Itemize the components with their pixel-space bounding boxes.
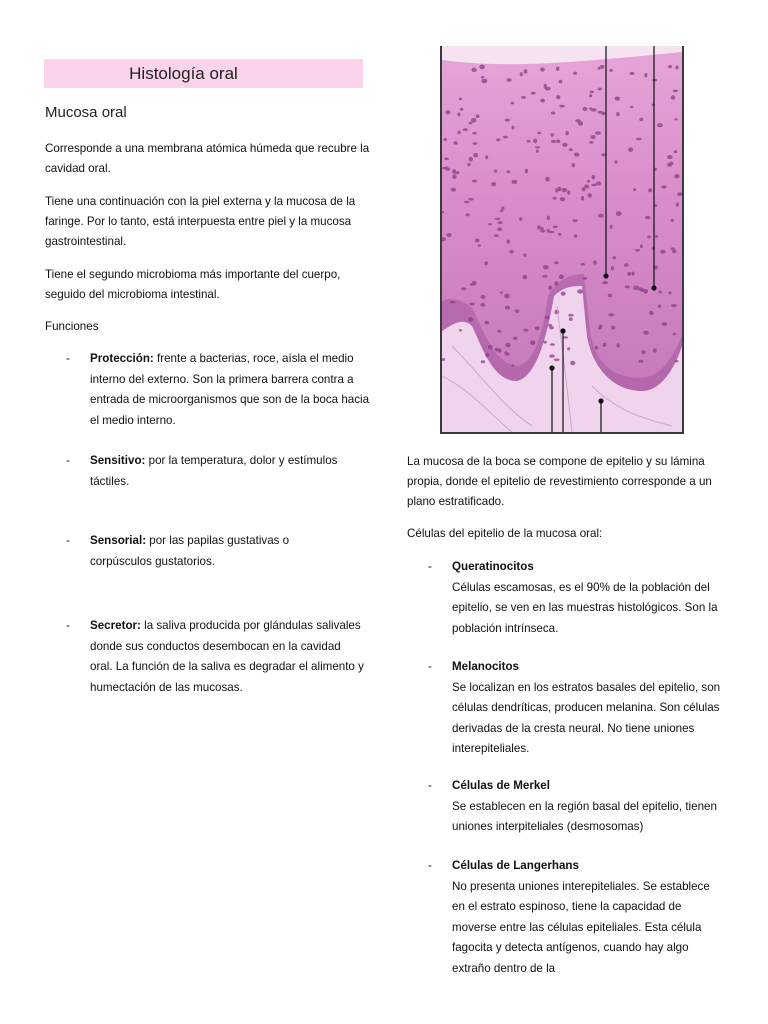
cell-nucleus — [550, 133, 554, 136]
cell-nucleus — [671, 95, 675, 100]
cell-nucleus — [459, 98, 463, 101]
cell-nucleus — [472, 281, 477, 286]
cell-nucleus — [500, 210, 503, 213]
cell-nucleus — [609, 69, 612, 72]
cell-nucleus — [569, 317, 573, 321]
cell-nucleus — [447, 233, 452, 237]
cell-nucleus — [505, 353, 509, 356]
cell-nucleus — [565, 131, 568, 135]
cell-nucleus — [574, 234, 577, 237]
cell-nucleus — [611, 326, 615, 330]
cell-nucleus — [494, 234, 499, 237]
cell-nucleus — [581, 196, 584, 201]
function-term: Protección: — [90, 352, 154, 365]
cell-nucleus — [478, 244, 481, 247]
cell-nucleus — [535, 326, 540, 330]
cell-nucleus — [473, 142, 478, 145]
cell-nucleus — [505, 306, 510, 310]
cell-nucleus — [630, 106, 633, 108]
cell-nucleus — [457, 131, 460, 135]
cell-nucleus — [640, 288, 645, 292]
cell-nucleus — [488, 345, 493, 349]
cell-nucleus — [527, 140, 531, 143]
function-term: Secretor: — [90, 619, 141, 632]
cell-nucleus — [476, 114, 480, 118]
cell-nucleus — [642, 350, 646, 354]
cell-nucleus — [496, 138, 500, 141]
function-desc: la saliva producida por glándulas salivales donde sus conductos desembocan en la cavidad oral. La función de la saliva es degradar el alimento y humectación de las mucosas. — [90, 619, 364, 694]
cell-nucleus — [480, 295, 485, 299]
cell-nucleus — [598, 214, 604, 218]
cell-nucleus — [558, 233, 561, 236]
cell-nucleus — [506, 343, 511, 348]
cell-nucleus — [673, 90, 678, 93]
cell-nucleus — [545, 316, 549, 319]
cell-nucleus — [519, 217, 522, 221]
cell-nucleus — [473, 153, 478, 157]
cell-nucleus — [498, 221, 503, 224]
cell-nucleus — [511, 102, 514, 105]
cell-nucleus — [636, 138, 642, 141]
cell-nucleus — [540, 230, 545, 233]
cell-nucleus — [452, 169, 456, 174]
cell-nucleus — [603, 343, 607, 347]
cell-nucleus — [475, 239, 480, 243]
cell-nucleus — [469, 122, 473, 125]
cell-nucleus — [589, 107, 592, 110]
cell-nucleus — [598, 327, 602, 330]
cell-nucleus — [457, 113, 460, 117]
cell-nucleus — [625, 286, 630, 289]
cell-nucleus — [648, 188, 652, 192]
cell-nucleus — [524, 69, 528, 73]
cell-nucleus — [557, 187, 561, 192]
cell-nucleus — [574, 153, 579, 157]
cell-term: Células de Langerhans — [452, 859, 579, 872]
function-text — [90, 531, 320, 572]
cell-nucleus — [572, 219, 577, 222]
cell-nucleus — [668, 291, 671, 294]
cell-nucleus — [451, 188, 456, 192]
cell-nucleus — [515, 309, 519, 313]
cell-nucleus — [644, 73, 647, 78]
cell-nucleus — [556, 139, 560, 143]
cell-nucleus — [562, 188, 567, 192]
cell-nucleus — [615, 97, 620, 101]
cell-nucleus — [449, 301, 455, 304]
cell-nucleus — [638, 360, 643, 363]
function-text — [90, 349, 370, 431]
cell-nucleus — [562, 143, 568, 147]
bullet-dash: - — [428, 859, 432, 872]
cell-nucleus — [589, 141, 593, 144]
title-banner — [44, 59, 363, 88]
paragraph-mucosa: La mucosa de la boca se compone de epitelio y su lámina propia, donde el epitelio de revestimiento corresponde a un plano estratificado. — [407, 455, 712, 508]
cell-nucleus — [616, 112, 619, 116]
cell-nucleus — [554, 359, 560, 362]
cell-nucleus — [569, 148, 573, 151]
cell-text — [452, 657, 734, 760]
cell-nucleus — [488, 223, 492, 225]
cell-nucleus — [561, 292, 566, 296]
cell-nucleus — [533, 139, 537, 144]
cell-nucleus — [481, 360, 485, 363]
cell-nucleus — [556, 67, 560, 71]
cell-nucleus — [444, 138, 447, 141]
cell-nucleus — [511, 364, 514, 366]
cell-nucleus — [480, 303, 485, 307]
cell-nucleus — [624, 263, 628, 267]
cell-nucleus — [544, 84, 547, 89]
cell-nucleus — [491, 182, 496, 186]
cell-nucleus — [602, 281, 608, 284]
cell-nucleus — [471, 118, 476, 123]
cell-nucleus — [595, 346, 598, 350]
cell-nucleus — [509, 250, 514, 254]
cell-nucleus — [590, 135, 595, 139]
cell-nucleus — [616, 211, 622, 216]
cell-nucleus — [545, 177, 550, 182]
cell-nucleus — [548, 285, 552, 290]
bullet-dash: - — [66, 534, 70, 547]
cell-nucleus — [445, 110, 450, 114]
cell-nucleus — [530, 340, 535, 345]
functions-heading: Funciones — [45, 320, 99, 333]
cell-nucleus — [647, 236, 651, 239]
cell-term: Melanocitos — [452, 660, 519, 673]
cell-nucleus — [573, 72, 577, 75]
cell-nucleus — [588, 193, 592, 197]
cell-nucleus — [611, 266, 614, 271]
bullet-dash: - — [428, 560, 432, 573]
cell-nucleus — [649, 311, 653, 315]
cell-nucleus — [673, 333, 677, 336]
cell-nucleus — [639, 118, 643, 121]
cell-nucleus — [584, 185, 589, 189]
cell-nucleus — [468, 198, 474, 201]
cell-nucleus — [472, 180, 477, 183]
cell-nucleus — [481, 76, 484, 78]
cell-nucleus — [468, 317, 473, 321]
cell-nucleus — [652, 79, 657, 82]
cell-nucleus — [572, 163, 575, 167]
function-text — [90, 616, 365, 698]
cell-nucleus — [554, 281, 558, 286]
cell-nucleus — [500, 291, 503, 293]
cell-term: Células de Merkel — [452, 779, 550, 792]
cell-nucleus — [504, 294, 510, 299]
cell-nucleus — [671, 304, 677, 307]
cell-nucleus — [667, 155, 673, 159]
cell-nucleus — [547, 229, 550, 233]
cell-nucleus — [485, 353, 489, 358]
cell-nucleus — [593, 260, 597, 264]
cell-nucleus — [444, 158, 449, 161]
cell-nucleus — [653, 348, 657, 353]
cell-nucleus — [674, 118, 677, 120]
bullet-dash: - — [428, 660, 432, 673]
cells-heading: Células del epitelio de la mucosa oral: — [407, 527, 603, 540]
cell-nucleus — [511, 126, 514, 130]
cell-nucleus — [577, 289, 583, 293]
cell-nucleus — [640, 244, 643, 248]
cell-nucleus — [464, 201, 469, 204]
cell-nucleus — [628, 147, 633, 152]
cell-nucleus — [675, 360, 679, 363]
cell-nucleus — [497, 227, 502, 231]
cell-nucleus — [590, 91, 594, 94]
cell-nucleus — [556, 95, 560, 99]
cell-nucleus — [643, 331, 648, 335]
function-term: Sensorial: — [90, 534, 147, 547]
cell-nucleus — [542, 275, 547, 278]
cell-nucleus — [472, 68, 477, 72]
cell-nucleus — [598, 88, 602, 91]
cell-term: Queratinocitos — [452, 560, 534, 573]
bullet-dash: - — [66, 454, 70, 467]
cell-desc: Células escamosas, es el 90% de la población del epitelio, se ven en las muestras histológicos. Son la población intrínseca. — [452, 580, 718, 635]
cell-nucleus — [513, 337, 518, 340]
cell-nucleus — [559, 275, 564, 280]
cell-nucleus — [655, 235, 658, 238]
cell-nucleus — [537, 225, 541, 229]
cell-nucleus — [553, 225, 558, 228]
cell-text — [452, 856, 724, 979]
cell-nucleus — [469, 303, 475, 306]
cell-nucleus — [536, 149, 539, 152]
cell-nucleus — [523, 253, 526, 256]
cell-nucleus — [660, 250, 665, 254]
cell-nucleus — [523, 275, 528, 279]
cell-nucleus — [559, 80, 563, 84]
cell-nucleus — [591, 184, 597, 187]
cell-nucleus — [630, 72, 634, 75]
cell-nucleus — [479, 65, 485, 70]
cell-nucleus — [531, 92, 536, 95]
cell-nucleus — [661, 185, 666, 188]
paragraph-intro: Corresponde a una membrana atómica húmeda que recubre la cavidad oral. — [45, 142, 370, 175]
cell-nucleus — [671, 219, 674, 222]
cell-nucleus — [598, 111, 603, 114]
function-text — [90, 451, 375, 492]
cell-nucleus — [667, 163, 672, 167]
cell-nucleus — [485, 155, 488, 159]
cell-nucleus — [554, 261, 559, 264]
cell-nucleus — [615, 160, 618, 164]
cell-nucleus — [633, 188, 636, 191]
cell-nucleus — [631, 272, 634, 276]
cell-nucleus — [675, 66, 678, 70]
function-term: Sensitivo: — [90, 454, 146, 467]
cell-nucleus — [460, 108, 463, 111]
cell-nucleus — [551, 111, 555, 114]
cell-nucleus — [506, 170, 510, 173]
cell-nucleus — [452, 174, 456, 179]
bullet-dash: - — [428, 779, 432, 792]
cell-nucleus — [599, 65, 603, 68]
paragraph-microbioma: Tiene el segundo microbioma más importante del cuerpo, seguido del microbioma intestinal. — [45, 268, 341, 301]
cell-nucleus — [525, 169, 528, 174]
cell-nucleus — [485, 321, 490, 325]
cell-nucleus — [463, 128, 468, 131]
cell-nucleus — [507, 240, 510, 244]
cell-nucleus — [672, 249, 676, 253]
cell-nucleus — [520, 72, 523, 76]
cell-nucleus — [583, 107, 588, 111]
cell-desc: No presenta uniones interepiteliales. Se establece en el estrato espinoso, tiene la capacidad de moverse entre las células epiteliales. Esta célula fagocita y detecta antígenos, cuando hay algo extraño dentro de la — [452, 879, 710, 975]
cell-nucleus — [595, 131, 601, 135]
cell-nucleus — [494, 170, 498, 173]
bullet-dash: - — [66, 352, 70, 365]
function-desc: por las papilas gustativas o corpúsculos gustatorios. — [90, 534, 290, 568]
cell-nucleus — [472, 132, 476, 135]
section-heading: Mucosa oral — [45, 104, 127, 121]
cell-nucleus — [635, 249, 640, 252]
cell-desc: Se localizan en los estratos basales del epitelio, son células dendríticas, producen melanina. Son células derivadas de la cresta neural. No tiene uniones interepiteliales. — [452, 680, 721, 755]
cell-nucleus — [658, 304, 661, 308]
cell-nucleus — [521, 96, 526, 99]
cell-nucleus — [512, 180, 518, 184]
cell-nucleus — [583, 277, 588, 280]
cell-nucleus — [445, 166, 448, 170]
cell-nucleus — [495, 218, 501, 220]
cell-nucleus — [567, 347, 570, 350]
cell-nucleus — [548, 324, 552, 327]
cell-nucleus — [612, 256, 616, 259]
cell-nucleus — [537, 132, 541, 134]
cell-nucleus — [453, 141, 457, 145]
cell-nucleus — [540, 67, 545, 71]
cell-nucleus — [676, 202, 679, 206]
cell-nucleus — [543, 341, 547, 344]
cell-nucleus — [559, 105, 565, 108]
cell-nucleus — [645, 216, 650, 219]
cell-nucleus — [591, 175, 595, 180]
cell-nucleus — [549, 354, 555, 357]
cell-nucleus — [570, 361, 575, 365]
cell-nucleus — [608, 294, 612, 298]
cell-nucleus — [484, 261, 488, 265]
cell-nucleus — [567, 190, 570, 195]
cell-nucleus — [627, 272, 631, 276]
cell-text — [452, 776, 734, 838]
cell-nucleus — [662, 322, 667, 326]
cell-nucleus — [461, 287, 466, 290]
function-desc: frente a bacterias, roce, aísla el medio interno del externo. Son la primera barrera contra a entrada de microorganismos que son de la boca hacia el medio interno. — [90, 352, 370, 427]
cell-nucleus — [469, 157, 473, 162]
bullet-dash: - — [66, 619, 70, 632]
page-title: Histología oral — [129, 64, 238, 83]
histology-micrograph — [440, 46, 684, 434]
cell-nucleus — [505, 119, 511, 122]
cell-nucleus — [466, 213, 470, 216]
cell-nucleus — [581, 263, 585, 266]
cell-nucleus — [497, 330, 501, 333]
cell-nucleus — [467, 163, 470, 166]
cell-nucleus — [568, 314, 574, 317]
cell-nucleus — [540, 99, 545, 103]
cell-nucleus — [608, 313, 614, 316]
paragraph-continuation: Tiene una continuación con la piel externa y la mucosa de la faringe. Por lo tanto, está interpuesta entre piel y la mucosa gastrointestinal. — [45, 195, 356, 248]
cell-nucleus — [523, 329, 528, 332]
cell-nucleus — [550, 343, 555, 346]
cell-nucleus — [501, 206, 504, 210]
cell-nucleus — [495, 348, 499, 351]
cell-nucleus — [674, 174, 679, 179]
cell-desc: Se establecen en la región basal del epitelio, tienen uniones interpiteliales (desmosomas) — [452, 799, 717, 833]
cell-nucleus — [503, 136, 508, 139]
cell-nucleus — [674, 150, 677, 153]
cell-nucleus — [459, 329, 462, 332]
cell-nucleus — [610, 225, 613, 229]
cell-nucleus — [547, 216, 550, 221]
cell-nucleus — [657, 123, 663, 127]
function-desc: por la temperatura, dolor y estímulos táctiles. — [90, 454, 338, 488]
cell-nucleus — [668, 65, 672, 68]
cell-nucleus — [543, 265, 549, 269]
cell-text — [452, 557, 734, 639]
cell-nucleus — [481, 79, 487, 84]
cell-nucleus — [589, 94, 592, 97]
cell-nucleus — [578, 121, 583, 126]
cell-nucleus — [617, 343, 620, 347]
cell-nucleus — [506, 78, 511, 82]
cell-nucleus — [553, 197, 557, 200]
cell-nucleus — [551, 140, 556, 143]
cell-nucleus — [659, 291, 662, 294]
cell-nucleus — [633, 286, 639, 291]
cell-nucleus — [587, 180, 590, 183]
cell-nucleus — [560, 197, 566, 201]
cell-nucleus — [535, 146, 540, 148]
